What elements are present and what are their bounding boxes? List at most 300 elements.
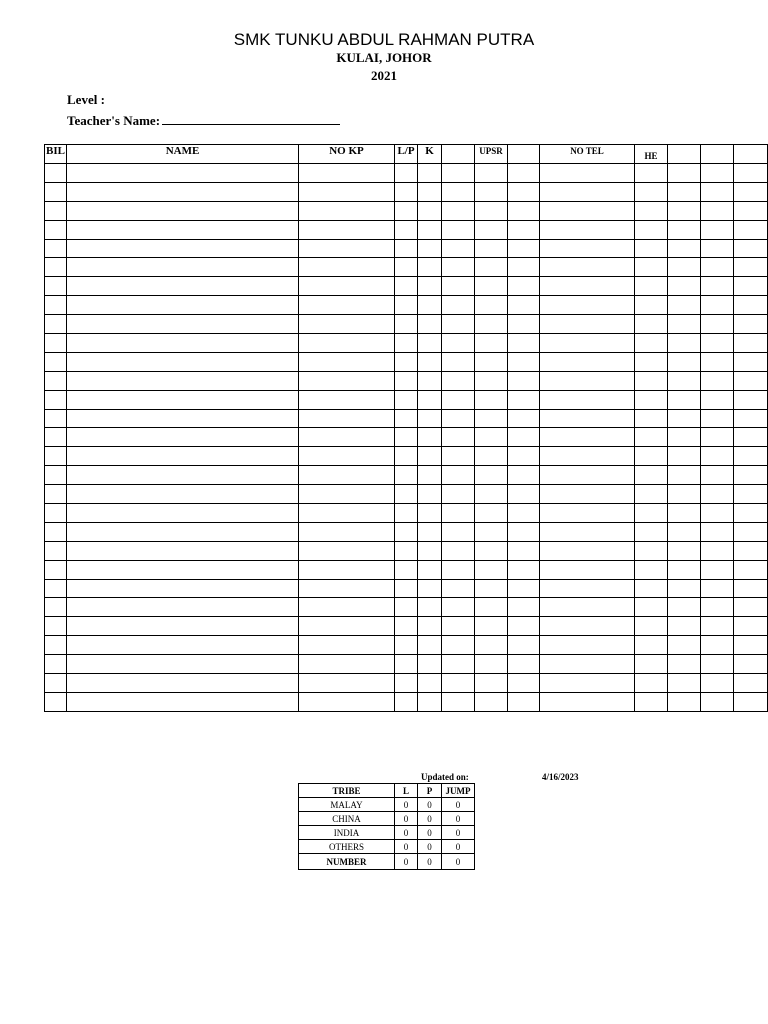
table-cell[interactable] bbox=[475, 352, 508, 371]
table-cell[interactable] bbox=[540, 201, 635, 220]
table-cell[interactable] bbox=[395, 485, 418, 504]
table-cell[interactable] bbox=[540, 636, 635, 655]
table-cell[interactable] bbox=[299, 201, 395, 220]
table-cell[interactable] bbox=[701, 522, 734, 541]
table-cell[interactable] bbox=[418, 239, 442, 258]
table-cell[interactable] bbox=[442, 164, 475, 183]
table-cell[interactable] bbox=[734, 390, 768, 409]
table-cell[interactable] bbox=[418, 428, 442, 447]
table-cell[interactable] bbox=[668, 164, 701, 183]
table-cell[interactable] bbox=[418, 258, 442, 277]
table-cell[interactable] bbox=[701, 239, 734, 258]
table-cell[interactable] bbox=[395, 390, 418, 409]
table-cell[interactable] bbox=[475, 371, 508, 390]
table-cell[interactable] bbox=[734, 447, 768, 466]
table-cell[interactable] bbox=[668, 447, 701, 466]
table-cell[interactable] bbox=[475, 182, 508, 201]
table-cell[interactable] bbox=[395, 560, 418, 579]
table-cell[interactable] bbox=[45, 428, 67, 447]
table-cell[interactable] bbox=[540, 258, 635, 277]
table-cell[interactable] bbox=[418, 617, 442, 636]
table-cell[interactable] bbox=[418, 371, 442, 390]
table-cell[interactable] bbox=[299, 334, 395, 353]
table-cell[interactable] bbox=[299, 579, 395, 598]
table-cell[interactable] bbox=[45, 258, 67, 277]
table-cell[interactable] bbox=[701, 692, 734, 711]
table-cell[interactable] bbox=[508, 220, 540, 239]
table-cell[interactable] bbox=[442, 277, 475, 296]
table-cell[interactable] bbox=[540, 541, 635, 560]
table-cell[interactable] bbox=[442, 636, 475, 655]
table-cell[interactable] bbox=[668, 655, 701, 674]
table-cell[interactable] bbox=[475, 655, 508, 674]
table-cell[interactable] bbox=[734, 522, 768, 541]
table-cell[interactable] bbox=[635, 655, 668, 674]
table-cell[interactable] bbox=[668, 409, 701, 428]
table-cell[interactable] bbox=[442, 201, 475, 220]
table-cell[interactable] bbox=[734, 579, 768, 598]
table-cell[interactable] bbox=[67, 390, 299, 409]
table-cell[interactable] bbox=[442, 371, 475, 390]
table-cell[interactable] bbox=[701, 409, 734, 428]
table-cell[interactable] bbox=[635, 485, 668, 504]
table-cell[interactable] bbox=[299, 409, 395, 428]
table-cell[interactable] bbox=[668, 504, 701, 523]
table-cell[interactable] bbox=[475, 504, 508, 523]
table-cell[interactable] bbox=[475, 636, 508, 655]
table-cell[interactable] bbox=[395, 617, 418, 636]
table-cell[interactable] bbox=[540, 164, 635, 183]
table-cell[interactable] bbox=[442, 334, 475, 353]
table-cell[interactable] bbox=[67, 617, 299, 636]
table-cell[interactable] bbox=[475, 598, 508, 617]
table-cell[interactable] bbox=[734, 334, 768, 353]
table-cell[interactable] bbox=[442, 466, 475, 485]
table-cell[interactable] bbox=[635, 164, 668, 183]
table-cell[interactable] bbox=[508, 428, 540, 447]
table-cell[interactable] bbox=[395, 428, 418, 447]
table-cell[interactable] bbox=[475, 201, 508, 220]
table-cell[interactable] bbox=[475, 164, 508, 183]
table-cell[interactable] bbox=[45, 447, 67, 466]
table-cell[interactable] bbox=[299, 428, 395, 447]
table-cell[interactable] bbox=[67, 409, 299, 428]
table-cell[interactable] bbox=[701, 371, 734, 390]
table-cell[interactable] bbox=[442, 674, 475, 693]
table-cell[interactable] bbox=[418, 692, 442, 711]
table-cell[interactable] bbox=[540, 447, 635, 466]
table-cell[interactable] bbox=[635, 371, 668, 390]
table-cell[interactable] bbox=[668, 598, 701, 617]
table-cell[interactable] bbox=[635, 296, 668, 315]
table-cell[interactable] bbox=[668, 371, 701, 390]
table-cell[interactable] bbox=[395, 334, 418, 353]
table-cell[interactable] bbox=[540, 485, 635, 504]
table-cell[interactable] bbox=[540, 182, 635, 201]
table-cell[interactable] bbox=[668, 485, 701, 504]
table-cell[interactable] bbox=[475, 296, 508, 315]
table-cell[interactable] bbox=[45, 371, 67, 390]
table-cell[interactable] bbox=[635, 409, 668, 428]
table-cell[interactable] bbox=[442, 258, 475, 277]
table-cell[interactable] bbox=[67, 598, 299, 617]
table-cell[interactable] bbox=[45, 296, 67, 315]
table-cell[interactable] bbox=[734, 598, 768, 617]
table-cell[interactable] bbox=[668, 636, 701, 655]
table-cell[interactable] bbox=[540, 466, 635, 485]
table-cell[interactable] bbox=[635, 277, 668, 296]
table-cell[interactable] bbox=[299, 485, 395, 504]
table-cell[interactable] bbox=[540, 371, 635, 390]
table-cell[interactable] bbox=[395, 220, 418, 239]
table-cell[interactable] bbox=[67, 352, 299, 371]
table-cell[interactable] bbox=[45, 636, 67, 655]
table-cell[interactable] bbox=[540, 560, 635, 579]
table-cell[interactable] bbox=[45, 352, 67, 371]
table-cell[interactable] bbox=[45, 655, 67, 674]
table-cell[interactable] bbox=[734, 409, 768, 428]
table-cell[interactable] bbox=[635, 390, 668, 409]
table-cell[interactable] bbox=[540, 522, 635, 541]
table-cell[interactable] bbox=[299, 447, 395, 466]
table-cell[interactable] bbox=[508, 617, 540, 636]
table-cell[interactable] bbox=[475, 674, 508, 693]
table-cell[interactable] bbox=[508, 447, 540, 466]
table-cell[interactable] bbox=[508, 560, 540, 579]
table-cell[interactable] bbox=[475, 541, 508, 560]
table-cell[interactable] bbox=[734, 201, 768, 220]
table-cell[interactable] bbox=[67, 182, 299, 201]
table-cell[interactable] bbox=[67, 371, 299, 390]
table-cell[interactable] bbox=[299, 315, 395, 334]
table-cell[interactable] bbox=[475, 258, 508, 277]
table-cell[interactable] bbox=[508, 296, 540, 315]
table-cell[interactable] bbox=[45, 277, 67, 296]
table-cell[interactable] bbox=[734, 352, 768, 371]
table-cell[interactable] bbox=[442, 447, 475, 466]
table-cell[interactable] bbox=[668, 692, 701, 711]
table-cell[interactable] bbox=[442, 617, 475, 636]
table-cell[interactable] bbox=[701, 674, 734, 693]
table-cell[interactable] bbox=[668, 541, 701, 560]
table-cell[interactable] bbox=[67, 296, 299, 315]
table-cell[interactable] bbox=[418, 504, 442, 523]
table-cell[interactable] bbox=[67, 201, 299, 220]
table-cell[interactable] bbox=[635, 692, 668, 711]
table-cell[interactable] bbox=[67, 239, 299, 258]
table-cell[interactable] bbox=[67, 504, 299, 523]
table-cell[interactable] bbox=[418, 182, 442, 201]
table-cell[interactable] bbox=[668, 277, 701, 296]
table-cell[interactable] bbox=[635, 522, 668, 541]
table-cell[interactable] bbox=[395, 182, 418, 201]
table-cell[interactable] bbox=[299, 466, 395, 485]
table-cell[interactable] bbox=[734, 636, 768, 655]
table-cell[interactable] bbox=[701, 182, 734, 201]
table-cell[interactable] bbox=[67, 655, 299, 674]
table-cell[interactable] bbox=[299, 674, 395, 693]
table-cell[interactable] bbox=[299, 504, 395, 523]
table-cell[interactable] bbox=[299, 541, 395, 560]
table-cell[interactable] bbox=[442, 655, 475, 674]
table-cell[interactable] bbox=[475, 277, 508, 296]
table-cell[interactable] bbox=[442, 390, 475, 409]
table-cell[interactable] bbox=[540, 579, 635, 598]
table-cell[interactable] bbox=[734, 296, 768, 315]
table-cell[interactable] bbox=[701, 428, 734, 447]
table-cell[interactable] bbox=[734, 164, 768, 183]
table-cell[interactable] bbox=[395, 239, 418, 258]
table-cell[interactable] bbox=[475, 485, 508, 504]
table-cell[interactable] bbox=[508, 277, 540, 296]
table-cell[interactable] bbox=[442, 598, 475, 617]
table-cell[interactable] bbox=[508, 692, 540, 711]
table-cell[interactable] bbox=[45, 504, 67, 523]
table-cell[interactable] bbox=[418, 201, 442, 220]
table-cell[interactable] bbox=[701, 334, 734, 353]
table-cell[interactable] bbox=[299, 692, 395, 711]
table-cell[interactable] bbox=[45, 164, 67, 183]
table-cell[interactable] bbox=[418, 522, 442, 541]
table-cell[interactable] bbox=[418, 390, 442, 409]
table-cell[interactable] bbox=[668, 617, 701, 636]
table-cell[interactable] bbox=[45, 239, 67, 258]
table-cell[interactable] bbox=[734, 428, 768, 447]
table-cell[interactable] bbox=[395, 352, 418, 371]
table-cell[interactable] bbox=[668, 239, 701, 258]
table-cell[interactable] bbox=[734, 692, 768, 711]
table-cell[interactable] bbox=[701, 390, 734, 409]
table-cell[interactable] bbox=[508, 598, 540, 617]
table-cell[interactable] bbox=[395, 655, 418, 674]
table-cell[interactable] bbox=[475, 447, 508, 466]
table-cell[interactable] bbox=[67, 258, 299, 277]
table-cell[interactable] bbox=[701, 485, 734, 504]
table-cell[interactable] bbox=[395, 674, 418, 693]
table-cell[interactable] bbox=[299, 220, 395, 239]
table-cell[interactable] bbox=[45, 579, 67, 598]
table-cell[interactable] bbox=[635, 447, 668, 466]
table-cell[interactable] bbox=[540, 655, 635, 674]
table-cell[interactable] bbox=[540, 315, 635, 334]
table-cell[interactable] bbox=[299, 560, 395, 579]
table-cell[interactable] bbox=[418, 466, 442, 485]
table-cell[interactable] bbox=[395, 409, 418, 428]
table-cell[interactable] bbox=[442, 428, 475, 447]
table-cell[interactable] bbox=[540, 428, 635, 447]
table-cell[interactable] bbox=[395, 504, 418, 523]
table-cell[interactable] bbox=[635, 466, 668, 485]
table-cell[interactable] bbox=[635, 220, 668, 239]
table-cell[interactable] bbox=[540, 334, 635, 353]
table-cell[interactable] bbox=[418, 598, 442, 617]
table-cell[interactable] bbox=[299, 296, 395, 315]
table-cell[interactable] bbox=[45, 598, 67, 617]
table-cell[interactable] bbox=[475, 409, 508, 428]
table-cell[interactable] bbox=[67, 315, 299, 334]
table-cell[interactable] bbox=[45, 334, 67, 353]
table-cell[interactable] bbox=[418, 447, 442, 466]
table-cell[interactable] bbox=[734, 315, 768, 334]
table-cell[interactable] bbox=[540, 617, 635, 636]
table-cell[interactable] bbox=[299, 598, 395, 617]
table-cell[interactable] bbox=[418, 541, 442, 560]
table-cell[interactable] bbox=[442, 182, 475, 201]
table-cell[interactable] bbox=[442, 504, 475, 523]
table-cell[interactable] bbox=[508, 674, 540, 693]
table-cell[interactable] bbox=[67, 636, 299, 655]
table-cell[interactable] bbox=[45, 390, 67, 409]
table-cell[interactable] bbox=[67, 447, 299, 466]
table-cell[interactable] bbox=[734, 466, 768, 485]
table-cell[interactable] bbox=[508, 541, 540, 560]
table-cell[interactable] bbox=[635, 560, 668, 579]
table-cell[interactable] bbox=[508, 182, 540, 201]
table-cell[interactable] bbox=[635, 315, 668, 334]
table-cell[interactable] bbox=[395, 598, 418, 617]
table-cell[interactable] bbox=[45, 674, 67, 693]
table-cell[interactable] bbox=[540, 296, 635, 315]
table-cell[interactable] bbox=[668, 674, 701, 693]
table-cell[interactable] bbox=[475, 692, 508, 711]
table-cell[interactable] bbox=[395, 315, 418, 334]
table-cell[interactable] bbox=[299, 390, 395, 409]
table-cell[interactable] bbox=[668, 428, 701, 447]
table-cell[interactable] bbox=[635, 504, 668, 523]
table-cell[interactable] bbox=[668, 334, 701, 353]
table-cell[interactable] bbox=[475, 220, 508, 239]
table-cell[interactable] bbox=[701, 220, 734, 239]
table-cell[interactable] bbox=[508, 504, 540, 523]
table-cell[interactable] bbox=[442, 541, 475, 560]
table-cell[interactable] bbox=[701, 201, 734, 220]
table-cell[interactable] bbox=[734, 220, 768, 239]
table-cell[interactable] bbox=[734, 239, 768, 258]
table-cell[interactable] bbox=[508, 579, 540, 598]
table-cell[interactable] bbox=[734, 277, 768, 296]
table-cell[interactable] bbox=[668, 296, 701, 315]
table-cell[interactable] bbox=[734, 504, 768, 523]
table-cell[interactable] bbox=[635, 674, 668, 693]
table-cell[interactable] bbox=[668, 315, 701, 334]
table-cell[interactable] bbox=[701, 617, 734, 636]
table-cell[interactable] bbox=[395, 164, 418, 183]
table-cell[interactable] bbox=[418, 560, 442, 579]
table-cell[interactable] bbox=[540, 674, 635, 693]
table-cell[interactable] bbox=[67, 541, 299, 560]
table-cell[interactable] bbox=[475, 390, 508, 409]
table-cell[interactable] bbox=[668, 390, 701, 409]
table-cell[interactable] bbox=[635, 334, 668, 353]
table-cell[interactable] bbox=[540, 409, 635, 428]
table-cell[interactable] bbox=[418, 409, 442, 428]
table-cell[interactable] bbox=[734, 485, 768, 504]
table-cell[interactable] bbox=[418, 277, 442, 296]
table-cell[interactable] bbox=[442, 485, 475, 504]
table-cell[interactable] bbox=[701, 466, 734, 485]
table-cell[interactable] bbox=[475, 428, 508, 447]
table-cell[interactable] bbox=[701, 560, 734, 579]
table-cell[interactable] bbox=[442, 560, 475, 579]
table-cell[interactable] bbox=[299, 258, 395, 277]
table-cell[interactable] bbox=[395, 522, 418, 541]
table-cell[interactable] bbox=[508, 315, 540, 334]
table-cell[interactable] bbox=[635, 258, 668, 277]
table-cell[interactable] bbox=[67, 485, 299, 504]
table-cell[interactable] bbox=[442, 220, 475, 239]
table-cell[interactable] bbox=[67, 522, 299, 541]
table-cell[interactable] bbox=[475, 466, 508, 485]
table-cell[interactable] bbox=[45, 692, 67, 711]
table-cell[interactable] bbox=[668, 466, 701, 485]
table-cell[interactable] bbox=[701, 296, 734, 315]
table-cell[interactable] bbox=[635, 541, 668, 560]
table-cell[interactable] bbox=[635, 598, 668, 617]
table-cell[interactable] bbox=[668, 258, 701, 277]
table-cell[interactable] bbox=[442, 315, 475, 334]
table-cell[interactable] bbox=[45, 541, 67, 560]
table-cell[interactable] bbox=[395, 201, 418, 220]
table-cell[interactable] bbox=[701, 352, 734, 371]
table-cell[interactable] bbox=[45, 485, 67, 504]
table-cell[interactable] bbox=[67, 220, 299, 239]
table-cell[interactable] bbox=[701, 315, 734, 334]
table-cell[interactable] bbox=[475, 579, 508, 598]
table-cell[interactable] bbox=[508, 334, 540, 353]
table-cell[interactable] bbox=[701, 258, 734, 277]
table-cell[interactable] bbox=[635, 201, 668, 220]
table-cell[interactable] bbox=[299, 655, 395, 674]
table-cell[interactable] bbox=[418, 315, 442, 334]
table-cell[interactable] bbox=[701, 636, 734, 655]
table-cell[interactable] bbox=[67, 560, 299, 579]
table-cell[interactable] bbox=[299, 182, 395, 201]
table-cell[interactable] bbox=[508, 201, 540, 220]
table-cell[interactable] bbox=[299, 239, 395, 258]
table-cell[interactable] bbox=[668, 201, 701, 220]
table-cell[interactable] bbox=[45, 182, 67, 201]
table-cell[interactable] bbox=[540, 692, 635, 711]
table-cell[interactable] bbox=[418, 655, 442, 674]
table-cell[interactable] bbox=[418, 674, 442, 693]
table-cell[interactable] bbox=[45, 617, 67, 636]
table-cell[interactable] bbox=[475, 334, 508, 353]
table-cell[interactable] bbox=[299, 352, 395, 371]
table-cell[interactable] bbox=[418, 579, 442, 598]
table-cell[interactable] bbox=[508, 655, 540, 674]
table-cell[interactable] bbox=[442, 409, 475, 428]
table-cell[interactable] bbox=[508, 164, 540, 183]
table-cell[interactable] bbox=[540, 504, 635, 523]
table-cell[interactable] bbox=[299, 277, 395, 296]
table-cell[interactable] bbox=[418, 220, 442, 239]
table-cell[interactable] bbox=[508, 390, 540, 409]
table-cell[interactable] bbox=[701, 655, 734, 674]
table-cell[interactable] bbox=[508, 485, 540, 504]
table-cell[interactable] bbox=[299, 617, 395, 636]
table-cell[interactable] bbox=[635, 239, 668, 258]
table-cell[interactable] bbox=[67, 579, 299, 598]
table-cell[interactable] bbox=[442, 296, 475, 315]
table-cell[interactable] bbox=[299, 636, 395, 655]
table-cell[interactable] bbox=[701, 504, 734, 523]
table-cell[interactable] bbox=[475, 617, 508, 636]
table-cell[interactable] bbox=[67, 674, 299, 693]
table-cell[interactable] bbox=[442, 352, 475, 371]
table-cell[interactable] bbox=[540, 352, 635, 371]
table-cell[interactable] bbox=[635, 636, 668, 655]
table-cell[interactable] bbox=[668, 560, 701, 579]
